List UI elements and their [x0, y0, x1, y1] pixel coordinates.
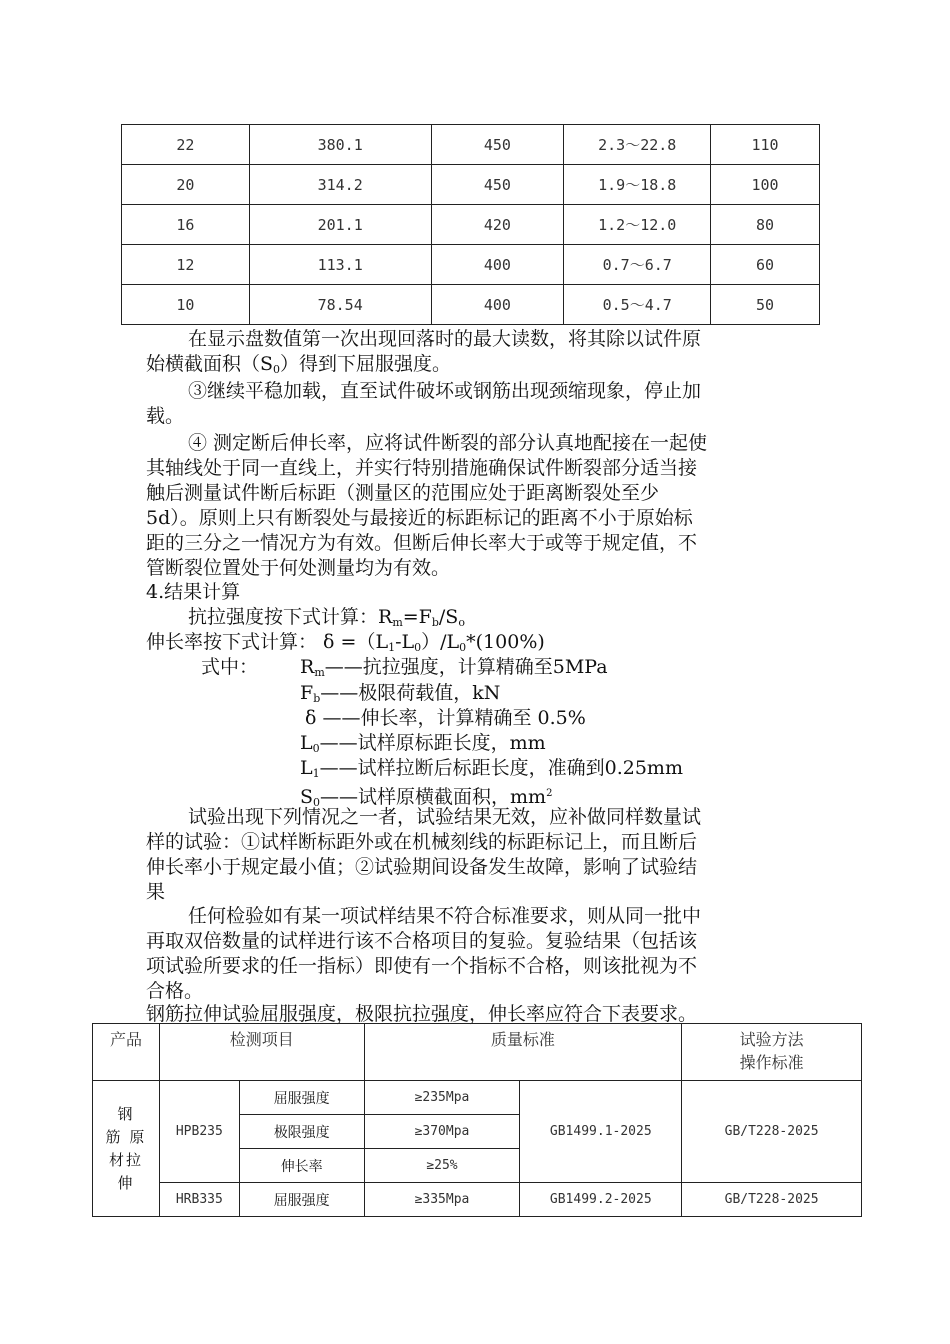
table-row	[122, 245, 820, 285]
where-label: 式中：	[201, 656, 259, 678]
table-cell: 78.54	[249, 285, 431, 325]
paragraph-line: 5d）。原则上只有断裂处与最接近的标距标记的距离不小于原始标	[146, 507, 693, 529]
method-cell: GB/T228-2025	[682, 1183, 862, 1217]
table-caption: 钢筋拉伸试验屈服强度，极限抗拉强度，伸长率应符合下表要求。	[146, 1003, 698, 1025]
grade-cell: HRB335	[159, 1183, 239, 1217]
paragraph-line: 任何检验如有某一项试样结果不符合标准要求，则从同一批中	[188, 905, 702, 927]
paragraph-line: 项试验所要求的任一指标）即使有一个指标不合格，则该批视为不	[146, 955, 698, 977]
paragraph-line: 其轴线处于同一直线上，并实行特别措施确保试件断裂部分适当接	[146, 457, 698, 479]
table-cell: 420	[431, 205, 564, 245]
header-product: 产品	[93, 1024, 160, 1081]
section-heading: 4.结果计算	[146, 581, 241, 603]
table-row	[122, 125, 820, 165]
definition-line: $L_0——$试样原标距长度，mm	[300, 732, 546, 755]
paragraph-line: 再取双倍数量的试样进行该不合格项目的复验。复验结果（包括该	[146, 930, 698, 952]
table-row	[122, 285, 820, 325]
table-cell: 60	[711, 245, 820, 285]
table-cell: 450	[431, 125, 564, 165]
method-cell: GB/T228-2025	[682, 1081, 862, 1183]
standard-cell: GB1499.2-2025	[520, 1183, 682, 1217]
definition-line: $F_b——$极限荷载值，kN	[300, 682, 501, 705]
table-cell: 201.1	[249, 205, 431, 245]
paragraph-line: 触后测量试件断后标距（测量区的范围应处于距离断裂处至少	[146, 482, 660, 504]
paragraph-line: 合格。	[146, 980, 204, 1002]
value-cell: ≥370Mpa	[364, 1115, 520, 1149]
table-cell: 1.2～12.0	[564, 205, 711, 245]
table-cell: 16	[122, 205, 250, 245]
table-cell: 110	[711, 125, 820, 165]
table-cell: 314.2	[249, 165, 431, 205]
item-cell: 屈服强度	[239, 1183, 364, 1217]
table-cell: 10	[122, 285, 250, 325]
value-cell: ≥25%	[364, 1149, 520, 1183]
table-cell: 12	[122, 245, 250, 285]
table-cell: 2.3～22.8	[564, 125, 711, 165]
table-cell: 400	[431, 285, 564, 325]
grade-cell: HPB235	[159, 1081, 239, 1183]
table-cell: 22	[122, 125, 250, 165]
paragraph-line: 在显示盘数值第一次出现回落时的最大读数，将其除以试件原	[188, 328, 702, 350]
product-cell: 钢 筋 原 材拉 伸	[93, 1081, 160, 1217]
definition-line: $R_m——$抗拉强度，计算精确至5MPa	[300, 656, 608, 679]
paragraph-line: ③继续平稳加载，直至试件破坏或钢筋出现颈缩现象，停止加	[188, 380, 702, 402]
item-cell: 伸长率	[239, 1149, 364, 1183]
table-cell: 80	[711, 205, 820, 245]
table-cell: 0.7～6.7	[564, 245, 711, 285]
definition-line: $L_1——$试样拉断后标距长度，准确到0.25mm	[300, 757, 683, 780]
paragraph-line: 距的三分之一情况方为有效。但断后伸长率大于或等于规定值，不	[146, 532, 698, 554]
table-cell: 50	[711, 285, 820, 325]
item-cell: 屈服强度	[239, 1081, 364, 1115]
table-cell: 1.9～18.8	[564, 165, 711, 205]
formula-line: 抗拉强度按下式计算：$R_m=F_b/S_o$	[188, 606, 465, 629]
paragraph-line: 管断裂位置处于何处测量均为有效。	[146, 557, 451, 579]
definition-line: δ ——伸长率，计算精确至 0.5%	[305, 707, 586, 729]
table-cell: 20	[122, 165, 250, 205]
paragraph-line: ④ 测定断后伸长率，应将试件断裂的部分认真地配接在一起使	[188, 432, 708, 454]
table-cell: 400	[431, 245, 564, 285]
paragraph-line: 伸长率小于规定最小值；②试验期间设备发生故障，影响了试验结	[146, 856, 698, 878]
rebar-spec-table	[121, 124, 820, 325]
table-cell: 113.1	[249, 245, 431, 285]
paragraph-line: 果	[146, 881, 166, 903]
paragraph-line: 样的试验：①试样断标距外或在机械刻线的标距标记上，而且断后	[146, 831, 698, 853]
table-cell: 100	[711, 165, 820, 205]
standard-cell: GB1499.1-2025	[520, 1081, 682, 1183]
table-row	[122, 165, 820, 205]
header-method: 试验方法 操作标准	[682, 1024, 862, 1081]
tensile-requirements-table	[92, 1023, 862, 1217]
definition-line: $S_0——$试样原横截面积，$mm^2$	[300, 786, 553, 809]
table-row	[122, 205, 820, 245]
paragraph-line: 试验出现下列情况之一者，试验结果无效，应补做同样数量试	[188, 806, 702, 828]
header-item: 检测项目	[159, 1024, 364, 1081]
header-quality: 质量标准	[364, 1024, 682, 1081]
table-cell: 0.5～4.7	[564, 285, 711, 325]
formula-line: 伸长率按下式计算： $\delta =(L_1-L_0)/L_0*(100\%)$	[146, 631, 545, 654]
value-cell: ≥235Mpa	[364, 1081, 520, 1115]
item-cell: 极限强度	[239, 1115, 364, 1149]
table-cell: 450	[431, 165, 564, 205]
paragraph-line: 载。	[146, 405, 185, 427]
value-cell: ≥335Mpa	[364, 1183, 520, 1217]
paragraph-line: 始横截面积$(S_0)$得到下屈服强度。	[146, 353, 452, 376]
table-cell: 380.1	[249, 125, 431, 165]
